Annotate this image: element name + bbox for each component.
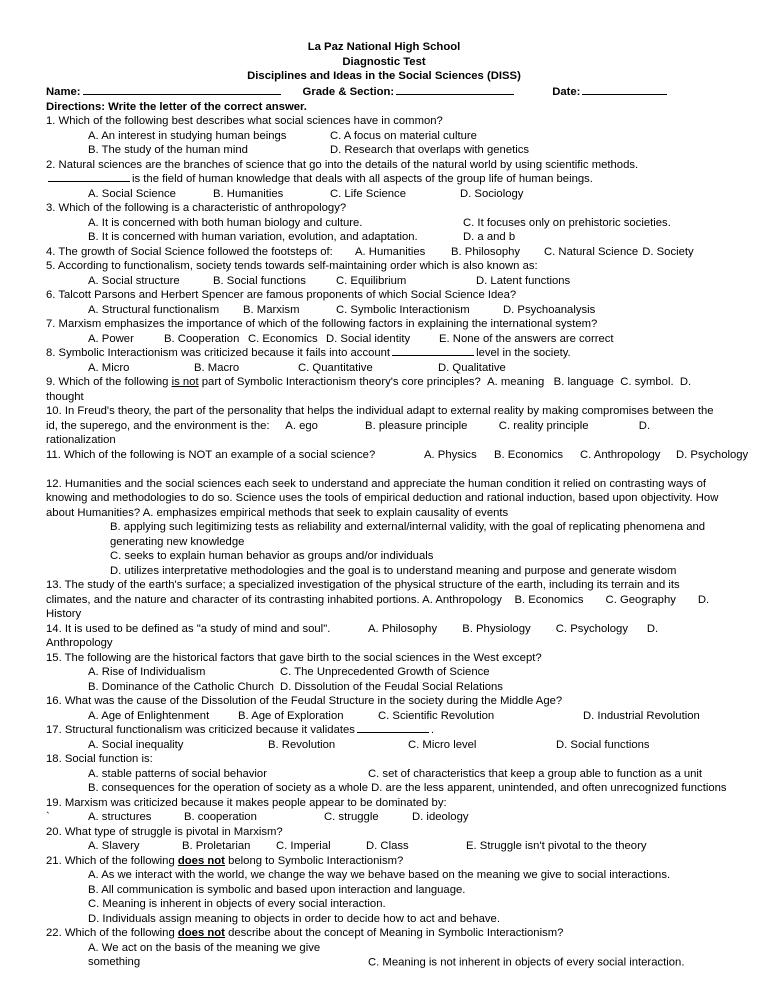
question-12-option-d[interactable]: D. utilizes interpretative methodologies and the goal is to understand meaning and purpose and generate wisdom bbox=[110, 564, 677, 577]
question-7-option-b[interactable]: B. Cooperation bbox=[164, 332, 240, 345]
question-4 bbox=[46, 245, 722, 260]
question-2-stem bbox=[46, 158, 722, 187]
question-8-blank[interactable] bbox=[392, 346, 474, 356]
question-21-option-d-row bbox=[46, 912, 722, 927]
question-4-option-d[interactable]: D. Society bbox=[642, 245, 694, 258]
document-type: Diagnostic Test bbox=[342, 55, 426, 68]
question-8-option-c[interactable]: C. Quantitative bbox=[298, 361, 373, 374]
question-9-stem-part1: 9. Which of the following bbox=[46, 376, 169, 388]
question-3 bbox=[46, 201, 722, 245]
question-16-option-d[interactable]: D. Industrial Revolution bbox=[583, 709, 700, 722]
question-7-option-d[interactable]: D. Social identity bbox=[326, 332, 411, 345]
question-5-stem: 5. According to functionalism, society tends towards self-maintaining order which is also known as: bbox=[46, 260, 538, 272]
question-22-stem-part2: describe about the concept of Meaning in Symbolic Interactionism? bbox=[228, 927, 564, 939]
blank-line-spacer bbox=[46, 462, 722, 477]
question-1-stem: 1. Which of the following best describes what social sciences have in common? bbox=[46, 115, 443, 127]
question-13-stem-text: 13. The study of the earth's surface; a specialized investigation of the physical structure of the earth, including its terrain and its climates, and the nature and character of its contrasting inhabited portions. bbox=[46, 579, 680, 606]
question-17-blank[interactable] bbox=[357, 723, 429, 733]
question-4-row bbox=[46, 245, 722, 260]
subject-title: Disciplines and Ideas in the Social Sciences (DISS) bbox=[247, 70, 521, 82]
question-19-option-c[interactable]: C. struggle bbox=[324, 811, 379, 823]
question-21-stem-part1: 21. Which of the following bbox=[46, 854, 175, 867]
question-18 bbox=[46, 752, 727, 796]
question-17-option-d[interactable]: D. Social functions bbox=[556, 738, 650, 751]
question-22-option-c[interactable]: C. Meaning is not inherent in objects of every social interaction. bbox=[368, 956, 685, 968]
question-19-stem: 19. Marxism was criticized because it makes people appear to be dominated by: bbox=[46, 796, 447, 809]
question-12-option-c[interactable]: C. seeks to explain human behavior as groups and/or individuals bbox=[110, 550, 434, 562]
question-14-option-d[interactable]: D. Anthropology bbox=[46, 622, 659, 649]
question-20-option-d[interactable]: D. Class bbox=[366, 840, 409, 852]
question-9-option-c[interactable]: C. symbol. bbox=[620, 376, 674, 388]
grade-section-label: Grade & Section: bbox=[302, 86, 395, 98]
question-22-emphasis: does not bbox=[177, 927, 225, 939]
question-20 bbox=[46, 825, 722, 854]
question-16-option-c[interactable]: C. Scientific Revolution bbox=[378, 709, 495, 722]
question-1 bbox=[46, 114, 722, 158]
question-3-option-c[interactable]: C. It focuses only on prehistoric societies. bbox=[463, 216, 671, 229]
question-3-option-d[interactable]: D. a and b bbox=[463, 231, 516, 243]
question-17-stem-part2: . bbox=[430, 724, 435, 736]
question-19-option-a[interactable]: A. structures bbox=[88, 811, 152, 823]
question-1-option-d[interactable]: D. Research that overlaps with genetics bbox=[330, 144, 530, 156]
question-13-option-c[interactable]: C. Geography bbox=[605, 593, 676, 606]
question-11-option-b[interactable]: B. Economics bbox=[494, 448, 564, 461]
question-18-option-a[interactable]: A. stable patterns of social behavior bbox=[88, 767, 267, 780]
question-10-option-c[interactable]: C. reality principle bbox=[498, 419, 589, 432]
date-label: Date: bbox=[552, 86, 581, 98]
question-16-options-row bbox=[46, 709, 722, 724]
question-11-option-d[interactable]: D. Psychology bbox=[676, 448, 749, 461]
question-14-option-b[interactable]: B. Physiology bbox=[462, 622, 531, 635]
question-11-option-c[interactable]: C. Anthropology bbox=[580, 448, 661, 461]
question-2-stem-part1: 2. Natural sciences are the branches of science that go into the details of the natural world by using scientific methods. bbox=[46, 158, 639, 171]
question-5-option-c[interactable]: C. Equilibrium bbox=[336, 274, 407, 287]
question-5 bbox=[46, 259, 722, 288]
question-15-stem: 15. The following are the historical factors that gave birth to the social sciences in the West except? bbox=[46, 651, 542, 664]
question-3-options-row-1 bbox=[46, 216, 722, 231]
question-20-option-c[interactable]: C. Imperial bbox=[276, 840, 331, 852]
question-12-option-a[interactable]: A. emphasizes empirical methods that seek to explain causality of events bbox=[142, 506, 509, 519]
question-21-option-c-row bbox=[46, 897, 722, 912]
question-2-option-a[interactable]: A. Social Science bbox=[88, 187, 176, 200]
question-14-stem bbox=[46, 622, 722, 651]
question-3-stem: 3. Which of the following is a characteristic of anthropology? bbox=[46, 202, 347, 214]
question-5-option-d[interactable]: D. Latent functions bbox=[476, 274, 571, 287]
name-input-line[interactable] bbox=[83, 84, 281, 95]
question-9-option-b[interactable]: B. language bbox=[553, 376, 614, 388]
question-19 bbox=[46, 796, 722, 825]
question-6-option-a[interactable]: A. Structural functionalism bbox=[88, 303, 220, 316]
question-19-options-row bbox=[46, 810, 722, 825]
question-15 bbox=[46, 651, 722, 695]
question-6-option-c[interactable]: C. Symbolic Interactionism bbox=[336, 303, 470, 316]
name-label: Name: bbox=[46, 86, 81, 98]
question-17 bbox=[46, 723, 722, 752]
question-17-option-c[interactable]: C. Micro level bbox=[408, 738, 477, 751]
question-7 bbox=[46, 317, 722, 346]
question-7-option-e[interactable]: E. None of the answers are correct bbox=[439, 332, 614, 345]
question-9-emphasis: is not bbox=[171, 376, 199, 388]
question-2-option-d[interactable]: D. Sociology bbox=[460, 187, 524, 200]
question-21-option-b[interactable]: B. All communication is symbolic and based upon interaction and language. bbox=[88, 883, 466, 896]
question-21-stem bbox=[46, 854, 722, 869]
question-7-option-c[interactable]: C. Economics bbox=[248, 332, 318, 345]
question-6-option-b[interactable]: B. Marxism bbox=[243, 303, 300, 316]
document-header bbox=[46, 40, 722, 84]
question-19-stray-mark: ` bbox=[46, 811, 50, 823]
question-15-options-row-1 bbox=[46, 665, 722, 680]
question-13-option-b[interactable]: B. Economics bbox=[514, 593, 584, 606]
question-8-option-d[interactable]: D. Qualitative bbox=[438, 361, 506, 374]
question-10-option-d[interactable]: D. rationalization bbox=[46, 419, 651, 446]
question-21-option-c[interactable]: C. Meaning is inherent in objects of every social interaction. bbox=[88, 898, 386, 910]
question-10-stem bbox=[46, 404, 722, 448]
question-1-option-c[interactable]: C. A focus on material culture bbox=[330, 129, 477, 142]
question-21-stem-part2: belong to Symbolic Interactionism? bbox=[228, 854, 404, 867]
question-13-stem bbox=[46, 578, 722, 622]
question-17-stem-part1: 17. Structural functionalism was criticized because it validates bbox=[46, 724, 355, 736]
question-16 bbox=[46, 694, 722, 723]
question-13 bbox=[46, 578, 722, 622]
question-15-option-c[interactable]: C. The Unprecedented Growth of Science bbox=[280, 666, 490, 678]
question-18-options-row-2 bbox=[46, 781, 727, 796]
question-15-option-b[interactable]: B. Dominance of the Catholic Church bbox=[88, 680, 274, 693]
question-16-stem: 16. What was the cause of the Dissolution of the Feudal Structure in the society during the Middle Age? bbox=[46, 695, 563, 707]
question-20-option-e[interactable]: E. Struggle isn't pivotal to the theory bbox=[466, 840, 647, 852]
question-8-option-b[interactable]: B. Macro bbox=[194, 361, 240, 374]
question-2-blank[interactable] bbox=[48, 172, 130, 182]
question-8 bbox=[46, 346, 722, 375]
question-17-option-b[interactable]: B. Revolution bbox=[268, 738, 336, 751]
student-info-row bbox=[46, 84, 722, 100]
question-5-options-row bbox=[46, 274, 722, 289]
question-14-option-a[interactable]: A. Philosophy bbox=[368, 622, 438, 635]
question-8-stem bbox=[46, 346, 722, 361]
question-9-stem bbox=[46, 375, 722, 404]
question-22-stem-part1: 22. Which of the following bbox=[46, 927, 175, 939]
question-15-option-d[interactable]: D. Dissolution of the Feudal Social Relations bbox=[280, 680, 503, 693]
question-18-options-row-1 bbox=[46, 767, 722, 782]
question-18-option-b[interactable]: B. consequences for the operation of society as a whole bbox=[88, 782, 369, 794]
question-22 bbox=[46, 926, 722, 970]
question-2-option-b[interactable]: B. Humanities bbox=[213, 187, 284, 200]
question-2 bbox=[46, 158, 722, 202]
question-3-option-b[interactable]: B. It is concerned with human variation, evolution, and adaptation. bbox=[88, 231, 418, 243]
question-6 bbox=[46, 288, 722, 317]
question-11-option-a[interactable]: A. Physics bbox=[424, 448, 477, 461]
question-17-stem bbox=[46, 723, 722, 738]
question-6-stem: 6. Talcott Parsons and Herbert Spencer are famous proponents of which Social Science Idea? bbox=[46, 289, 517, 301]
question-8-options-row bbox=[46, 361, 722, 376]
question-4-stem: 4. The growth of Social Science followed the footsteps of: bbox=[46, 245, 333, 258]
question-1-options-row-2 bbox=[46, 143, 722, 158]
question-17-options-row bbox=[46, 738, 722, 753]
question-10-option-a[interactable]: A. ego bbox=[285, 419, 318, 432]
question-20-option-a[interactable]: A. Slavery bbox=[88, 840, 140, 852]
question-5-option-b[interactable]: B. Social functions bbox=[213, 274, 306, 287]
question-11-stem: 11. Which of the following is NOT an example of a social science? bbox=[46, 448, 376, 461]
question-8-stem-part2: level in the society. bbox=[476, 347, 571, 359]
question-19-option-d[interactable]: D. ideology bbox=[412, 811, 469, 823]
question-21-option-a-row bbox=[46, 868, 722, 883]
question-16-option-b[interactable]: B. Age of Exploration bbox=[238, 709, 344, 722]
question-17-option-a[interactable]: A. Social inequality bbox=[88, 738, 184, 751]
question-22-option-a[interactable]: A. We act on the basis of the meaning we give something bbox=[88, 941, 321, 968]
question-4-option-a[interactable]: A. Humanities bbox=[355, 245, 426, 258]
question-14 bbox=[46, 622, 722, 651]
question-15-option-a[interactable]: A. Rise of Individualism bbox=[88, 666, 206, 678]
question-11-row bbox=[46, 448, 749, 463]
question-6-option-d[interactable]: D. Psychoanalysis bbox=[503, 303, 596, 316]
question-12-stem bbox=[46, 477, 722, 521]
question-12 bbox=[46, 477, 722, 579]
question-6-options-row bbox=[46, 303, 722, 318]
question-12-stem-text: 12. Humanities and the social sciences each seek to understand and appreciate the human condition it relied on contrasting ways of knowing and methodologies to do so. Science uses the tools of empirical deduction and rational induction, based upon objectivity. How about Humanities? bbox=[46, 477, 719, 519]
question-5-option-a[interactable]: A. Social structure bbox=[88, 274, 180, 287]
directions-text: Directions: Write the letter of the correct answer. bbox=[46, 100, 307, 113]
question-4-option-b[interactable]: B. Philosophy bbox=[451, 245, 521, 258]
question-20-options-row bbox=[46, 839, 722, 854]
question-9-stem-part2: part of Symbolic Interactionism theory's core principles? bbox=[201, 376, 481, 388]
question-18-option-c[interactable]: C. set of characteristics that keep a group able to function as a unit bbox=[368, 767, 703, 780]
question-11 bbox=[46, 448, 749, 463]
question-16-option-a[interactable]: A. Age of Enlightenment bbox=[88, 709, 210, 722]
question-20-stem: 20. What type of struggle is pivotal in Marxism? bbox=[46, 825, 283, 838]
question-18-stem: 18. Social function is: bbox=[46, 753, 153, 765]
question-1-option-a[interactable]: A. An interest in studying human beings bbox=[88, 129, 287, 142]
question-21-emphasis: does not bbox=[177, 854, 225, 867]
question-2-option-c[interactable]: C. Life Science bbox=[330, 187, 406, 200]
question-20-option-b[interactable]: B. Proletarian bbox=[182, 840, 251, 852]
question-3-options-row-2 bbox=[46, 230, 722, 245]
question-10-stem-text: 10. In Freud's theory, the part of the personality that helps the individual adapt to external reality by making compromises between the id, the superego, and the environment is the: bbox=[46, 405, 714, 432]
grade-section-input-line[interactable] bbox=[396, 84, 514, 95]
question-22-options-row bbox=[46, 941, 722, 970]
question-8-option-a[interactable]: A. Micro bbox=[88, 361, 130, 374]
question-15-options-row-2 bbox=[46, 680, 722, 695]
question-4-option-c[interactable]: C. Natural Science bbox=[544, 245, 639, 258]
question-1-option-b[interactable]: B. The study of the human mind bbox=[88, 144, 248, 156]
question-21-option-d[interactable]: D. Individuals assign meaning to objects in order to decide how to act and behave. bbox=[88, 912, 500, 925]
question-10-option-b[interactable]: B. pleasure principle bbox=[365, 419, 468, 432]
question-18-option-d[interactable]: D. are the less apparent, unintended, and often unrecognized functions bbox=[371, 782, 727, 794]
question-22-stem bbox=[46, 926, 722, 941]
question-21-option-b-row bbox=[46, 883, 722, 898]
school-name: La Paz National High School bbox=[307, 41, 461, 53]
question-14-option-c[interactable]: C. Psychology bbox=[555, 622, 628, 635]
question-2-options-row bbox=[46, 187, 722, 202]
date-input-line[interactable] bbox=[582, 84, 667, 95]
question-8-stem-part1: 8. Symbolic Interactionism was criticized because it fails into account bbox=[46, 347, 391, 359]
question-7-options-row bbox=[46, 332, 722, 347]
question-21 bbox=[46, 854, 722, 927]
question-9 bbox=[46, 375, 722, 404]
question-7-stem: 7. Marxism emphasizes the importance of which of the following factors in explaining the international system? bbox=[46, 318, 598, 330]
question-19-option-b[interactable]: B. cooperation bbox=[184, 811, 257, 823]
document-body bbox=[46, 40, 749, 970]
question-2-stem-part2: is the field of human knowledge that deals with all aspects of the group life of human beings. bbox=[132, 173, 593, 185]
question-12-option-b[interactable]: B. applying such legitimizing tests as reliability and external/internal validity, with the goal of replicating phenomena and generating new knowledge bbox=[110, 521, 706, 548]
question-21-option-a[interactable]: A. As we interact with the world, we change the way we behave based on the meaning we give to social interactions. bbox=[88, 869, 671, 881]
question-9-option-d[interactable]: D. thought bbox=[46, 376, 692, 403]
question-7-option-a[interactable]: A. Power bbox=[88, 332, 134, 345]
question-14-stem-text: 14. It is used to be defined as "a study of mind and soul". bbox=[46, 622, 331, 635]
question-9-option-a[interactable]: A. meaning bbox=[487, 376, 545, 388]
question-13-option-a[interactable]: A. Anthropology bbox=[422, 593, 502, 606]
question-1-options-row-1 bbox=[46, 129, 722, 144]
question-10 bbox=[46, 404, 722, 448]
question-13-option-d[interactable]: D. History bbox=[46, 593, 710, 620]
question-3-option-a[interactable]: A. It is concerned with both human biology and culture. bbox=[88, 216, 363, 229]
